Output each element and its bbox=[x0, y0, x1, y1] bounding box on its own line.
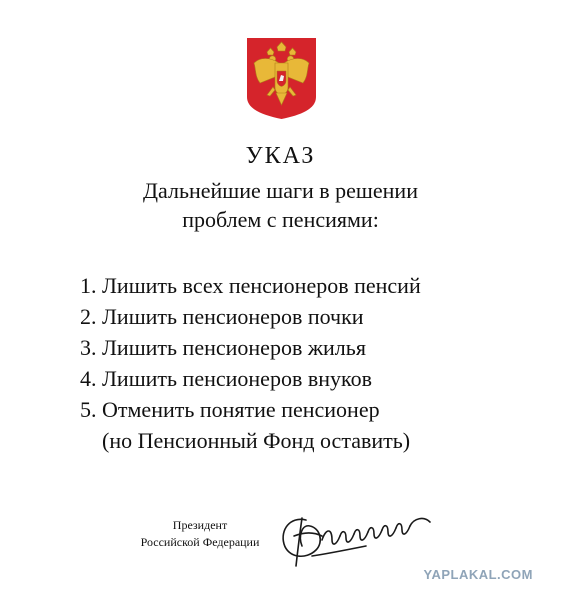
subtitle-line: Дальнейшие шаги в решении bbox=[143, 178, 418, 203]
list-item: 3. Лишить пенсионеров жилья bbox=[80, 335, 366, 360]
signatory-position-line: Российской Федерации bbox=[140, 535, 260, 549]
list-item-note: (но Пенсионный Фонд оставить) bbox=[102, 428, 411, 453]
document-subtitle bbox=[0, 176, 561, 234]
signatory-position bbox=[120, 517, 280, 551]
list-item: 2. Лишить пенсионеров почки bbox=[80, 304, 364, 329]
coat-of-arms-icon bbox=[246, 37, 317, 120]
list-item: 4. Лишить пенсионеров внуков bbox=[80, 366, 372, 391]
watermark-text: YAPLAKAL.COM bbox=[423, 567, 533, 582]
document-title: УКАЗ bbox=[245, 143, 316, 169]
list-item: 5. Отменить понятие пенсионер bbox=[80, 397, 380, 422]
subtitle-line: проблем с пенсиями: bbox=[182, 207, 379, 232]
handwritten-signature-icon bbox=[276, 506, 436, 570]
signatory-position-line: Президент bbox=[172, 518, 228, 532]
list-item: 1. Лишить всех пенсионеров пенсий bbox=[80, 273, 421, 298]
